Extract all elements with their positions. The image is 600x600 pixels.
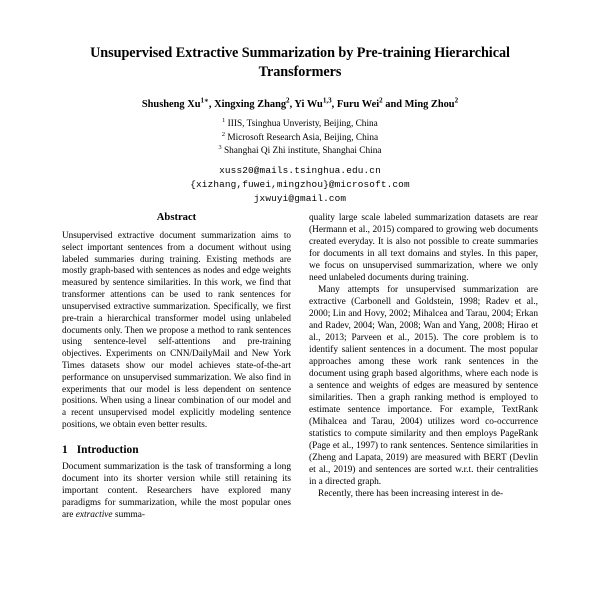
abstract-heading: Abstract: [156, 212, 197, 223]
author-list: [62, 98, 538, 112]
introduction-heading: [62, 444, 291, 456]
right-column: [309, 212, 538, 521]
author-entry: [336, 96, 383, 111]
intro-text-after-italic: summa-: [112, 509, 146, 520]
author-separator: ,: [331, 99, 335, 111]
intro-text-before-italic: Document summarization is the task of transforming a long document into its shorter version while still retaining its important content. Researchers have explored many paradigms for summarization, while the most popular ones are: [62, 461, 291, 520]
author-entry: [294, 96, 335, 111]
affiliation-text: Microsoft Research Asia, Beijing, China: [227, 132, 379, 143]
email-item: xuss20@mails.tsinghua.edu.cn: [219, 164, 381, 176]
affiliation-list: [62, 118, 538, 158]
author-conjunction: and: [385, 99, 403, 111]
left-column: [62, 212, 291, 521]
body-columns: [62, 212, 538, 521]
affiliation-text: Shanghai Qi Zhi institute, Shanghai China: [223, 146, 382, 157]
author-affiliation-marker: 2: [454, 96, 459, 105]
body-paragraph: quality large scale labeled summarization datasets are rear (Hermann et al., 2015) compared to growing web documents created everyday. It is also not possible to create summaries for documents in all text domains and styles. In this paper, we focus on unsupervised summarization, where we only need unlabeled documents during training.: [309, 213, 538, 283]
author-entry: [404, 96, 459, 111]
author-affiliation-marker: 2: [379, 96, 383, 105]
intro-italic-term: extractive: [75, 509, 113, 520]
affiliation-marker: 1: [222, 117, 226, 125]
affiliation-text: IIIS, Tsinghua Unveristy, Beijing, China: [227, 119, 378, 130]
author-entry: [141, 96, 212, 111]
section-number: 1: [62, 443, 68, 456]
author-separator: ,: [208, 99, 212, 111]
title-block: [0, 0, 600, 206]
affiliation-marker: 3: [218, 144, 222, 152]
author-affiliation-marker: 1∗: [200, 96, 209, 105]
page-title: [62, 44, 538, 82]
abstract-body: Unsupervised extractive document summarization aims to select important sentences from a document without using labeled summaries during training. Existing methods are mostly graph-based with sentences as nodes and edge weights measured by sentence similarities. In this work, we find that transformer attentions can be used to rank sentences for unsupervised extractive summarization. Specifically, we first pre-train a hierarchical transformer model using unlabeled documents only. Then we propose a method to rank sentences using sentence-level self-attentions and pre-training objectives. Experiments on CNN/DailyMail and New York Times datasets show our model achieves state-of-the-art performance on unsupervised summarization. We also find in experiments that our model is less dependent on sentence positions. When using a linear combination of our model and a recent unsupervised model explicitly modeling sentence positions, we obtain even better results.: [62, 230, 291, 429]
author-name: Xingxing Zhang: [214, 99, 287, 111]
email-item: jxwuyi@gmail.com: [253, 193, 347, 205]
paper-title-line-1: Unsupervised Extractive Summarization by Pre-training Hierarchical: [90, 45, 510, 61]
affiliation-item: [62, 132, 538, 145]
intro-paragraph: [62, 461, 291, 521]
body-paragraph: Recently, there has been increasing interest in de-: [318, 489, 504, 499]
author-separator: ,: [289, 99, 293, 111]
body-paragraph: Many attempts for unsupervised summarization are extractive (Carbonell and Goldstein, 1998; Radev et al., 2000; Lin and Hovy, 2002; Mihalcea and Tarau, 2004; Erkan and Radev, 2004; Wan, 2008; Wan and Yang, 2008; Hirao et al., 2013; Parveen et al., 2015). The core problem is to identify salient sentences in a document. The most popular approaches among these work rank sentences in the document using graph based algorithms, where each node is a sentence and weights of edges are measured by sentence similarities. Then a graph ranking method is employed to estimate sentence importance. For example, TextRank (Mihalcea and Tarau, 2004) utilizes word co-occurrence statistics to compute similarity and then employs PageRank (Page et al., 1997) to rank sentences. Sentence similarities in (Zheng and Lapata, 2019) are measured with BERT (Devlin et al., 2019) and sentences are sorted w.r.t. their centralities in a directed graph.: [309, 285, 538, 487]
affiliation-item: [62, 118, 538, 131]
affiliation-item: [62, 145, 538, 158]
email-item: {xizhang,fuwei,mingzhou}@microsoft.com: [190, 178, 410, 190]
affiliation-marker: 2: [221, 130, 226, 138]
author-affiliation-marker: 2: [286, 96, 290, 105]
author-name: Furu Wei: [336, 99, 380, 111]
section-title: Introduction: [76, 443, 139, 456]
author-name: Ming Zhou: [404, 99, 455, 111]
email-list: [62, 164, 538, 206]
paper-title-line-2: Transformers: [258, 64, 342, 81]
author-entry: [214, 96, 293, 111]
author-name: Yi Wu: [294, 99, 323, 111]
author-affiliation-marker: 1,3: [322, 96, 332, 105]
author-name: Shusheng Xu: [141, 99, 201, 111]
